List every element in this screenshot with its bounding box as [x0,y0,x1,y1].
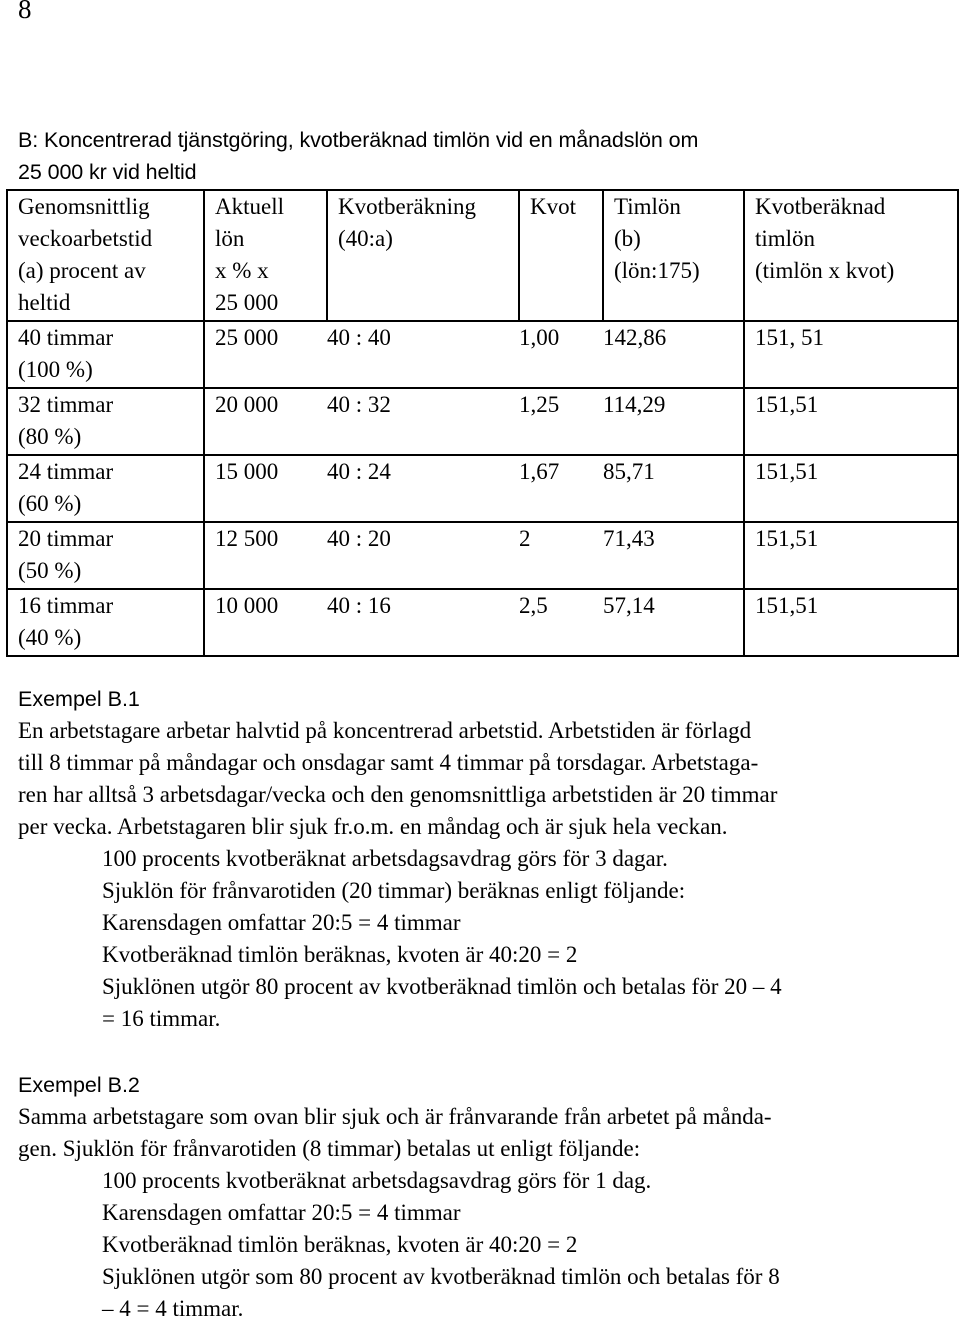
paragraph-line: gen. Sjuklön för frånvarotiden (8 timmar) betalas ut enligt följande: [18,1136,641,1161]
cell-quota-hourly: 151,51 [744,388,958,455]
cell-hours: 16 timmar (40 %) [7,589,204,656]
calculation-line: 100 procents kvotberäknat arbetsdagsavdrag görs för 1 dag. [102,1168,652,1193]
header-cell-quota-hourly: Kvotberäknad timlön (timlön x kvot) [744,190,958,321]
example-title: Exempel B.1 [18,687,140,711]
cell-salary: 10 000 [204,589,327,656]
cell-quota-hourly: 151,51 [744,589,958,656]
calculation-line: Sjuklön för frånvarotiden (20 timmar) beräknas enligt följande: [102,878,686,903]
table-row [7,589,958,656]
calculation-line: Sjuklönen utgör som 80 procent av kvotberäknad timlön och betalas för 8 [102,1264,780,1289]
table-row [7,522,958,589]
cell-quota-calc: 40 : 32 [327,388,519,455]
cell-hourly: 71,43 [603,522,744,589]
paragraph-line: till 8 timmar på måndagar och onsdagar samt 4 timmar på torsdagar. Arbetstaga- [18,750,759,775]
calculation-line: 100 procents kvotberäknat arbetsdagsavdrag görs för 3 dagar. [102,846,668,871]
table-header-row [7,190,958,321]
calculation-line: Sjuklönen utgör 80 procent av kvotberäknad timlön och betalas för 20 – 4 [102,974,782,999]
cell-salary: 12 500 [204,522,327,589]
cell-quota-calc: 40 : 16 [327,589,519,656]
header-cell-quota-calc: Kvotberäkning (40:a) [327,190,519,321]
cell-salary: 20 000 [204,388,327,455]
calculation-line: Kvotberäknad timlön beräknas, kvoten är 40:20 = 2 [102,1232,578,1257]
cell-hourly: 142,86 [603,321,744,388]
cell-quota: 2 [519,522,603,589]
cell-quota: 1,00 [519,321,603,388]
quota-table [6,189,959,657]
section-heading [18,124,948,188]
cell-hourly: 57,14 [603,589,744,656]
calculation-block [18,1165,953,1325]
cell-salary: 25 000 [204,321,327,388]
cell-quota: 2,5 [519,589,603,656]
cell-quota-hourly: 151,51 [744,522,958,589]
calculation-block [18,843,953,1035]
cell-hourly: 85,71 [603,455,744,522]
calculation-line: – 4 = 4 timmar. [102,1296,244,1321]
cell-quota-calc: 40 : 20 [327,522,519,589]
header-cell-avg-hours: Genomsnittlig veckoarbetstid (a) procent av heltid [7,190,204,321]
cell-hours: 40 timmar (100 %) [7,321,204,388]
cell-salary: 15 000 [204,455,327,522]
header-cell-hourly: Timlön (b) (lön:175) [603,190,744,321]
cell-quota-calc: 40 : 40 [327,321,519,388]
cell-hours: 24 timmar (60 %) [7,455,204,522]
cell-quota-hourly: 151,51 [744,455,958,522]
example-b1 [18,683,953,1035]
table-row [7,388,958,455]
calculation-line: = 16 timmar. [102,1006,221,1031]
page-number: 8 [18,0,32,24]
cell-hours: 20 timmar (50 %) [7,522,204,589]
paragraph-line: Samma arbetstagare som ovan blir sjuk och är frånvarande från arbetet på månda- [18,1104,772,1129]
calculation-line: Karensdagen omfattar 20:5 = 4 timmar [102,1200,461,1225]
paragraph-line: En arbetstagare arbetar halvtid på koncentrerad arbetstid. Arbetstiden är förlagd [18,718,752,743]
example-b2 [18,1069,953,1325]
cell-quota: 1,67 [519,455,603,522]
table-row [7,455,958,522]
cell-hourly: 114,29 [603,388,744,455]
paragraph-line: ren har alltså 3 arbetsdagar/vecka och den genomsnittliga arbetstiden är 20 timmar [18,782,778,807]
cell-quota-hourly: 151, 51 [744,321,958,388]
calculation-line: Karensdagen omfattar 20:5 = 4 timmar [102,910,461,935]
header-cell-salary: Aktuell lön x % x 25 000 [204,190,327,321]
table-row [7,321,958,388]
example-title: Exempel B.2 [18,1073,140,1097]
calculation-line: Kvotberäknad timlön beräknas, kvoten är 40:20 = 2 [102,942,578,967]
cell-quota-calc: 40 : 24 [327,455,519,522]
section-heading-line: B: Koncentrerad tjänstgöring, kvotberäknad timlön vid en månadslön om [18,128,699,152]
section-heading-line: 25 000 kr vid heltid [18,160,197,184]
cell-hours: 32 timmar (80 %) [7,388,204,455]
paragraph-line: per vecka. Arbetstagaren blir sjuk fr.o.m. en måndag och är sjuk hela veckan. [18,814,728,839]
header-cell-quota: Kvot [519,190,603,321]
cell-quota: 1,25 [519,388,603,455]
